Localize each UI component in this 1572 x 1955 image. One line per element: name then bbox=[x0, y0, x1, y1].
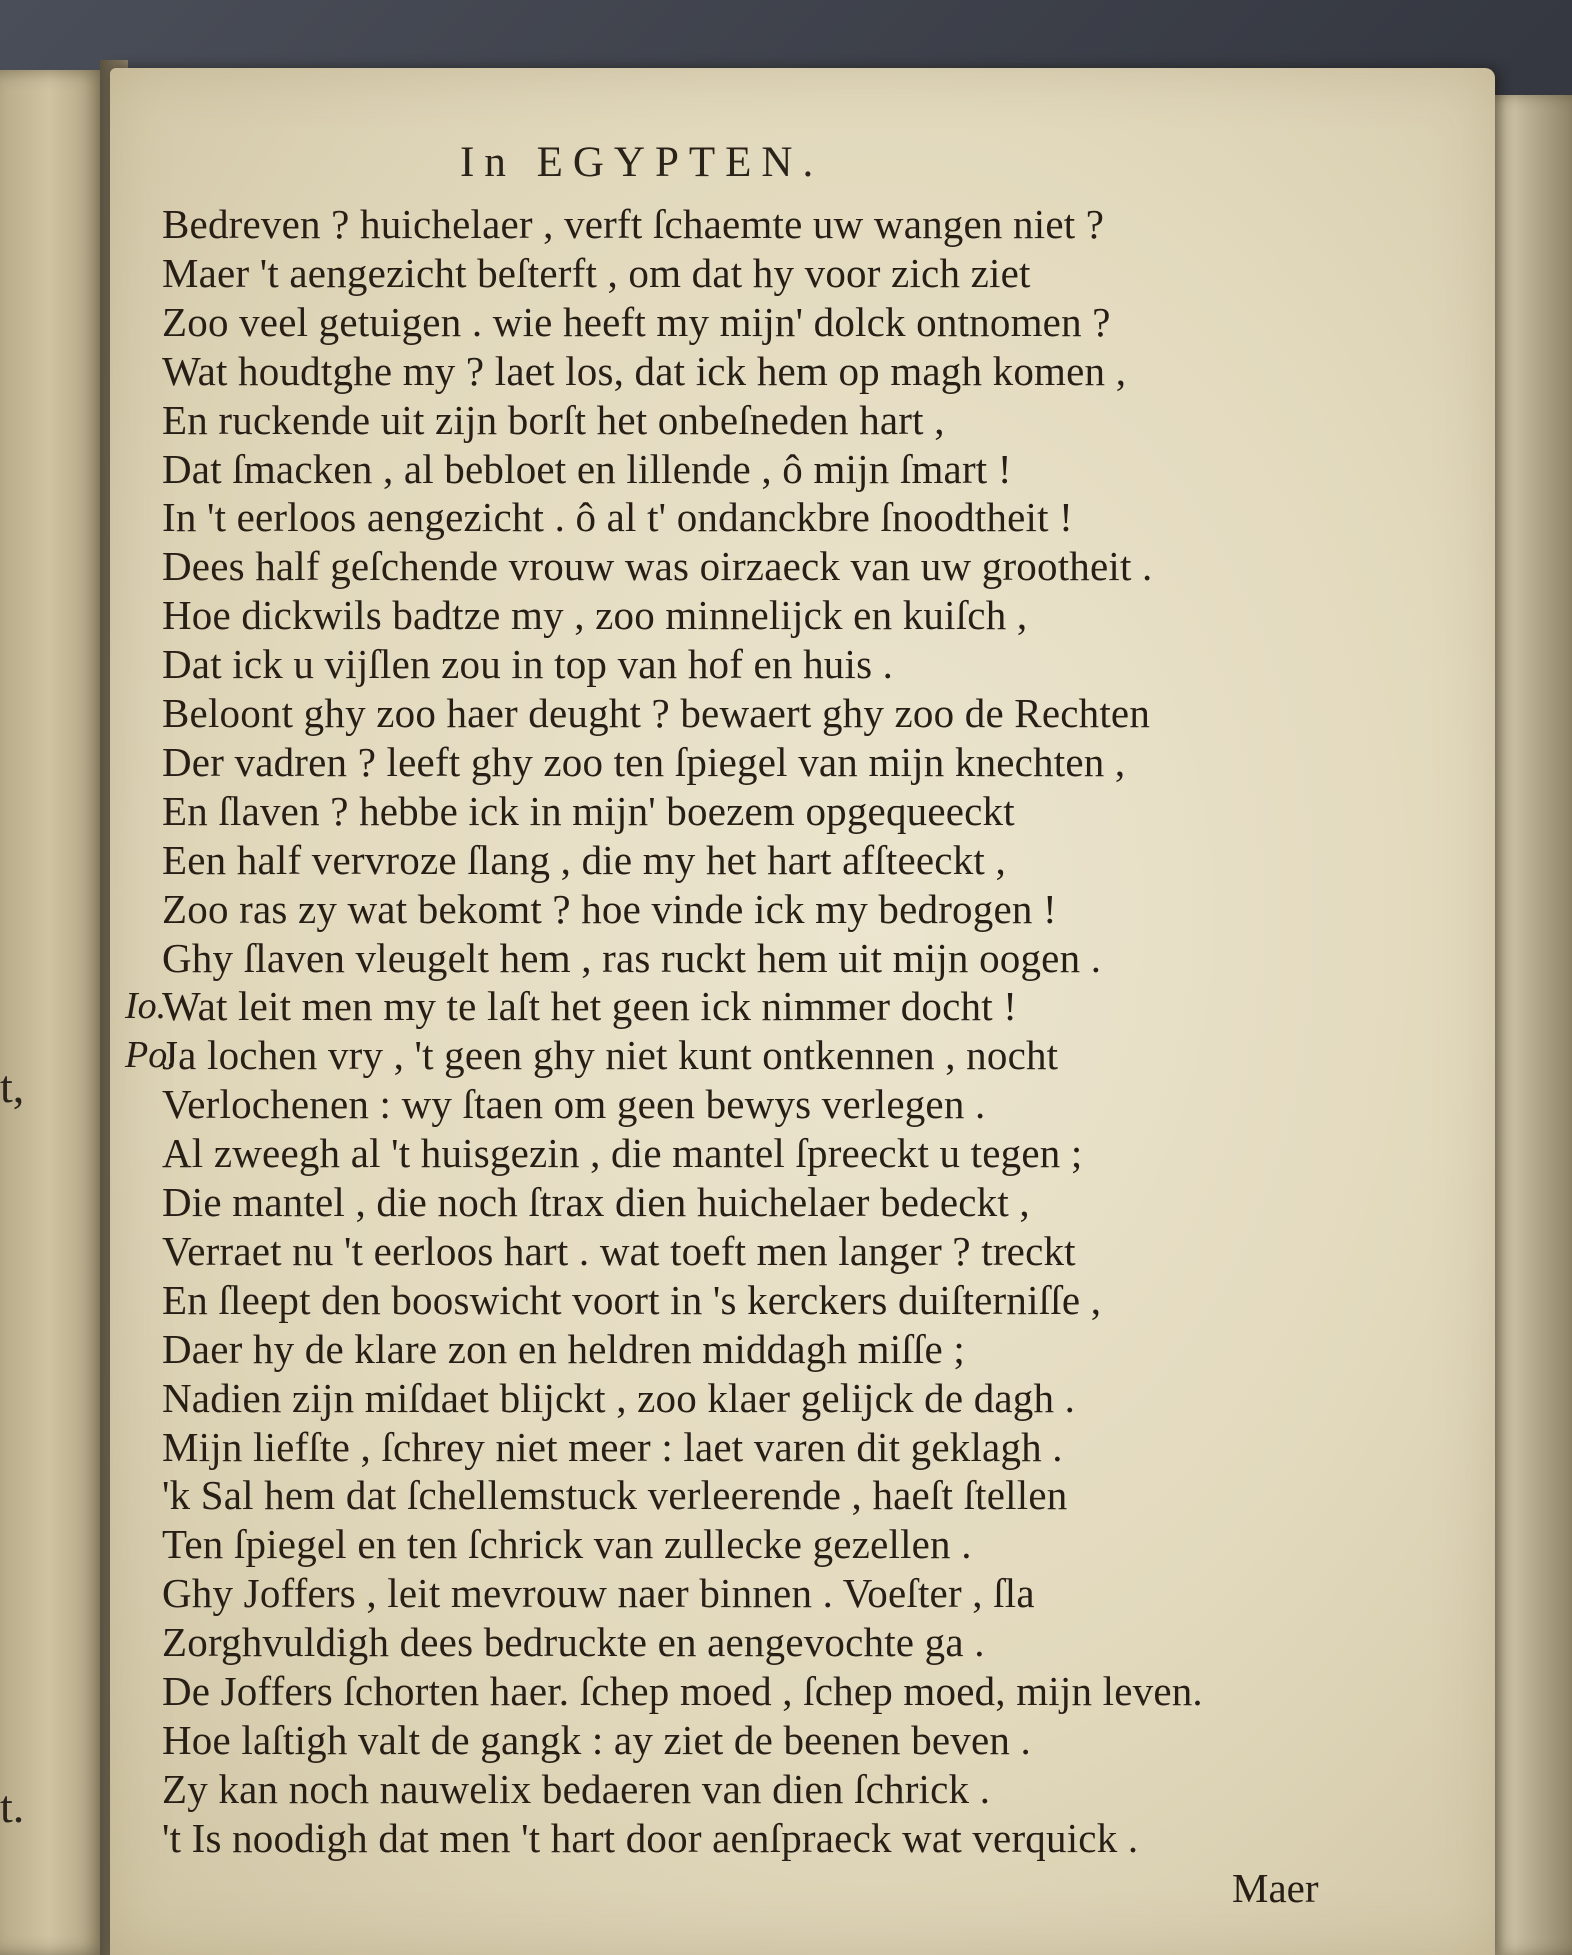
verse-line: Ghy ſlaven vleugelt hem , ras ruckt hem uit mijn oogen . bbox=[162, 935, 1102, 981]
verse-line: Zorghvuldigh dees bedruckte en aengevochte ga . bbox=[162, 1619, 985, 1665]
verse-line: En ſleept den booswicht voort in 's kerckers duiſterniſſe , bbox=[162, 1277, 1102, 1323]
verse-line: Daer hy de klare zon en heldren middagh miſſe ; bbox=[162, 1326, 965, 1372]
verse-line: Hoe dickwils badtze my , zoo minnelijck en kuiſch , bbox=[162, 592, 1028, 638]
verse-line: Mijn liefſte , ſchrey niet meer : laet varen dit geklagh . bbox=[162, 1424, 1063, 1470]
verse-line: Die mantel , die noch ſtrax dien huichelaer bedeckt , bbox=[162, 1179, 1030, 1225]
verse-line: Dat ick u vijſlen zou in top van hof en huis . bbox=[162, 641, 894, 687]
verse-line: Ja lochen vry , 't geen ghy niet kunt ontkennen , nocht bbox=[162, 1032, 1059, 1078]
verse-line: En ruckende uit zijn borſt het onbeſneden hart , bbox=[162, 397, 945, 443]
verse-line: Ghy Joffers , leit mevrouw naer binnen . Voeſter , ſla bbox=[162, 1570, 1035, 1616]
verse-line: Nadien zijn miſdaet blijckt , zoo klaer gelijck de dagh . bbox=[162, 1375, 1076, 1421]
catchword: Maer bbox=[1232, 1865, 1319, 1911]
verse-line: Bedreven ? huichelaer , verft ſchaemte uw wangen niet ? bbox=[162, 201, 1105, 247]
verse-line: Verlochenen : wy ſtaen om geen bewys verlegen . bbox=[162, 1081, 986, 1127]
verse-line: Beloont ghy zoo haer deught ? bewaert ghy zoo de Rechten bbox=[162, 690, 1151, 736]
verse-line: Wat leit men my te laſt het geen ick nimmer docht ! bbox=[162, 983, 1018, 1029]
left-page-fragment: t. bbox=[0, 1781, 25, 1832]
verse-line: 't Is noodigh dat men 't hart door aenſpraeck wat verquick . bbox=[162, 1815, 1139, 1861]
verse-line: Hoe laſtigh valt de gangk : ay ziet de beenen beven . bbox=[162, 1717, 1031, 1763]
verse-line: Al zweegh al 't huisgezin , die mantel ſpreeckt u tegen ; bbox=[162, 1130, 1083, 1176]
speaker-label: Po. bbox=[125, 1034, 177, 1076]
verse-line: Zoo veel getuigen . wie heeft my mijn' dolck ontnomen ? bbox=[162, 299, 1111, 345]
verse-line: Dat ſmacken , al bebloet en lillende , ô mijn ſmart ! bbox=[162, 446, 1012, 492]
verse-line: Verraet nu 't eerloos hart . wat toeft men langer ? treckt bbox=[162, 1228, 1076, 1274]
verse-line: 'k Sal hem dat ſchellemstuck verleerende , haeſt ſtellen bbox=[162, 1472, 1068, 1518]
verse-line: Een half vervroze ſlang , die my het hart afſteeckt , bbox=[162, 837, 1006, 883]
verse-line: Wat houdtghe my ? laet los, dat ick hem op magh komen , bbox=[162, 348, 1127, 394]
left-page-edge bbox=[0, 70, 110, 1955]
verse-line: Der vadren ? leeft ghy zoo ten ſpiegel van mijn knechten , bbox=[162, 739, 1126, 785]
verse-line: In 't eerloos aengezicht . ô al t' ondanckbre ſnoodtheit ! bbox=[162, 494, 1073, 540]
running-head: In EGYPTEN. bbox=[460, 139, 824, 186]
verse-line: Zy kan noch nauwelix bedaeren van dien ſchrick . bbox=[162, 1766, 991, 1812]
verse-line: Maer 't aengezicht beſterft , om dat hy voor zich ziet bbox=[162, 250, 1031, 296]
verse-line: En ſlaven ? hebbe ick in mijn' boezem opgequeeckt bbox=[162, 788, 1015, 834]
speaker-label: Io. bbox=[125, 985, 167, 1027]
verse-line: Dees half geſchende vrouw was oirzaeck van uw grootheit . bbox=[162, 543, 1153, 589]
verse-line: Ten ſpiegel en ten ſchrick van zullecke gezellen . bbox=[162, 1521, 972, 1567]
left-page-fragment: t, bbox=[0, 1061, 25, 1112]
verse-line: De Joffers ſchorten haer. ſchep moed , ſchep moed, mijn leven. bbox=[162, 1668, 1203, 1714]
verse-line: Zoo ras zy wat bekomt ? hoe vinde ick my bedrogen ! bbox=[162, 886, 1057, 932]
